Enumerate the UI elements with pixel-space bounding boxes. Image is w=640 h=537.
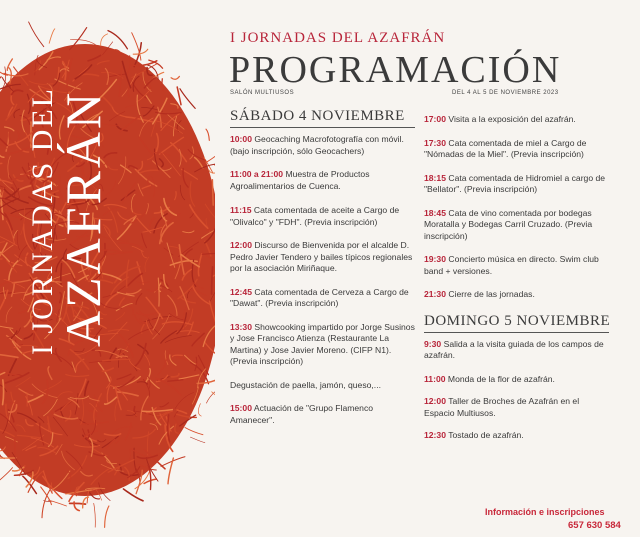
event-description: Cata comentada de Hidromiel a cargo de "Bellator". (Previa inscripción) [424, 172, 606, 194]
event-description: Discurso de Bienvenida por el alcalde D. Pedro Javier Tendero y bailes típicos regionales por la asociación Miriñaque. [230, 240, 413, 273]
event-time: 10:00 [230, 134, 252, 144]
event-description: Cata comentada de Cerveza a Cargo de "Dawat". (Previa inscripción) [230, 286, 409, 308]
event-time: 12:00 [424, 396, 446, 406]
schedule-event [424, 396, 609, 419]
schedule-event [424, 289, 609, 301]
schedule-event [230, 205, 415, 228]
event-time: 21:30 [424, 289, 446, 299]
event-description: Muestra de Productos Agroalimentarios de Cuenca. [230, 169, 370, 191]
side-title-line1: I JORNADAS DEL [26, 87, 59, 355]
schedule-event [230, 380, 415, 392]
schedule-event [230, 287, 415, 310]
event-time: 18:45 [424, 207, 446, 218]
event-time: 17:00 [424, 114, 446, 124]
schedule-event [424, 254, 609, 277]
event-description: Cata comentada de aceite a Cargo de "Olivalco" y "FDH". (Previa inscripción) [230, 205, 400, 227]
schedule-event [230, 322, 415, 368]
sunday-heading: DOMINGO 5 NOVIEMBRE [424, 313, 609, 333]
event-time: 12:00 [230, 240, 252, 250]
schedule-event [424, 173, 609, 196]
date-range-label: DEL 4 AL 5 DE NOVIEMBRE 2023 [452, 90, 559, 96]
side-title-line2: AZAFRÁN [55, 89, 111, 347]
event-time: 12:30 [424, 430, 446, 440]
schedule-event [424, 374, 609, 386]
event-description: Geocaching Macrofotografía con móvil. (bajo inscripción, sólo Geocachers) [230, 134, 404, 156]
event-time: 17:30 [424, 137, 446, 148]
schedule-event [424, 138, 609, 161]
event-description: Cata comentada de miel a Cargo de "Nómadas de la Miel". (Previa inscripción) [424, 137, 587, 159]
event-description: Tostado de azafrán. [448, 430, 524, 440]
event-description: Cata de vino comentada por bodegas Moratalla y Bodegas Carril Cruzado. (Previa inscripción) [424, 207, 593, 241]
page-title: PROGRAMACIÓN [229, 49, 562, 91]
schedule-event [230, 240, 415, 275]
event-description: Degustación de paella, jamón, queso,... [230, 379, 381, 390]
event-description: Concierto música en directo. Swim club band + versiones. [424, 254, 599, 276]
saturday-event-list [230, 134, 415, 426]
event-time: 13:30 [230, 321, 252, 332]
side-vertical-title [26, 87, 111, 355]
venue-label: SALÓN MULTIUSOS [230, 90, 295, 96]
contact-label: Información e inscripciones [485, 507, 605, 517]
schedule-event [230, 134, 415, 157]
saturday-heading: SÁBADO 4 NOVIEMBRE [230, 108, 415, 128]
event-time: 11:00 a 21:00 [230, 169, 284, 179]
event-description: Visita a la exposición del azafrán. [448, 114, 576, 124]
event-description: Salida a la visita guiada de los campos de azafrán. [424, 338, 604, 360]
sunday-event-list [424, 339, 609, 442]
event-description: Actuación de "Grupo Flamenco Amanecer". [230, 403, 374, 425]
event-subtitle: I JORNADAS DEL AZAFRÁN [230, 30, 446, 46]
saturday-continued-event-list [424, 114, 609, 301]
event-description: Showcooking impartido por Jorge Susinos y Jose Francisco Atienza (Restaurante La Martina) y Jose Javier Moreno. (CIFP N1). (Previa inscripción) [230, 321, 415, 366]
event-time: 19:30 [424, 254, 446, 264]
schedule-event [424, 208, 609, 243]
event-description: Cierre de las jornadas. [448, 289, 535, 299]
event-time: 11:00 [424, 373, 446, 384]
schedule-event [424, 430, 609, 442]
schedule-event [230, 403, 415, 426]
event-time: 9:30 [424, 338, 442, 349]
schedule-column-right [424, 114, 609, 442]
contact-phone: 657 630 584 [568, 520, 621, 531]
event-time: 12:45 [230, 286, 252, 297]
schedule-column-left [230, 108, 415, 426]
event-time: 11:15 [230, 205, 252, 215]
schedule-event [424, 339, 609, 362]
schedule-event [424, 114, 609, 126]
event-description: Monda de la flor de azafrán. [447, 373, 555, 384]
event-time: 18:15 [424, 172, 446, 183]
schedule-event [230, 169, 415, 192]
event-time: 15:00 [230, 403, 252, 413]
event-description: Taller de Broches de Azafrán en el Espacio Multiusos. [424, 396, 580, 418]
